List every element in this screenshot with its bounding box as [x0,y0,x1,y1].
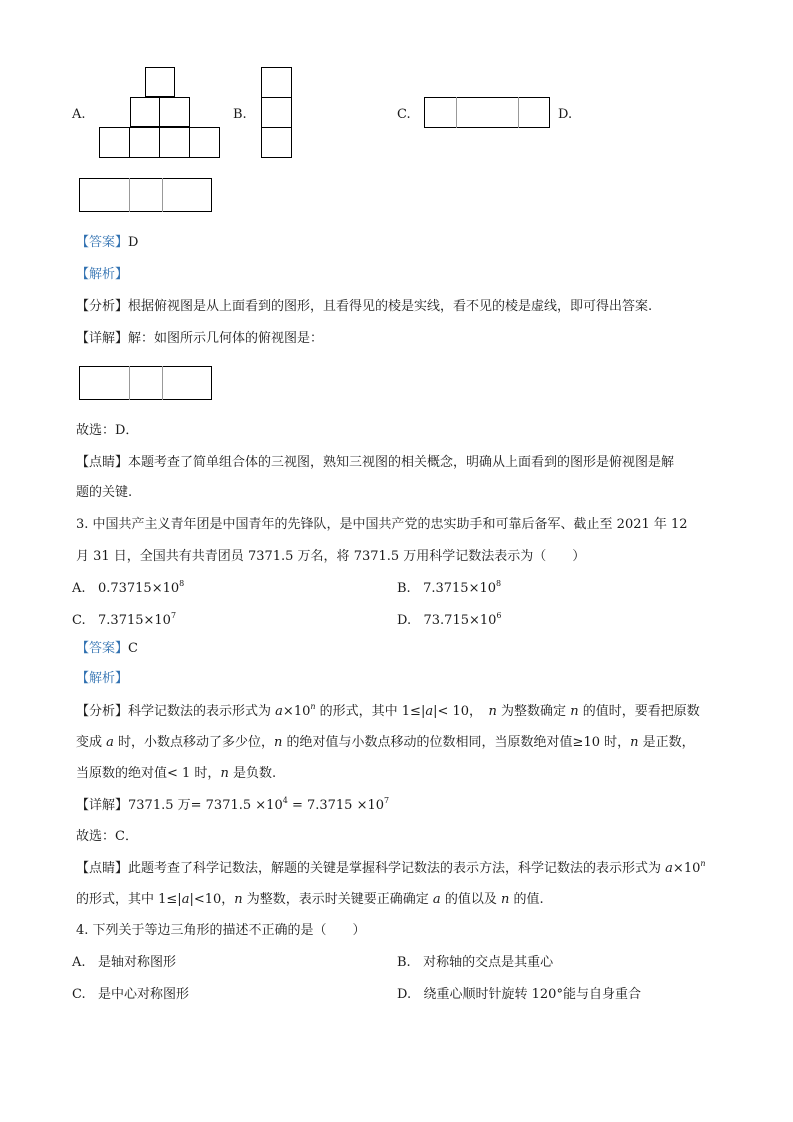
q2-choice: 故选：D． [76,423,139,438]
q4-stem: 4. 下列关于等边三角形的描述不正确的是（ ） [76,923,366,938]
option-d-label: D. [558,107,573,122]
q3-fenxi-line2: 变成 a 时，小数点移动了多少位，n 的绝对值与小数点移动的位数相同，当原数绝对值≥10 时，n 是正数， [76,735,695,750]
q4-option-b: B. 对称轴的交点是其重心 [397,955,554,970]
q3-choice: 故选：C． [76,829,138,844]
option-c-label: C. [397,107,411,122]
q3-answer: 【答案】C [76,641,138,656]
q2-xiangjie: 【详解】解：如图所示几何体的俯视图是： [76,331,324,346]
option-a-label: A. [72,107,86,122]
q3-option-b: B. $7.3715\times 10^8$ [397,579,502,596]
q3-stem-line1: 3. 中国共产主义青年团是中国青年的先锋队，是中国共产党的忠实助手和可靠后备军、截止至 2021 年 12 [76,517,688,532]
q2-dianjing: 【点睛】本题考查了简单组合体的三视图，熟知三视图的相关概念，明确从上面看到的图形是俯视图是解 [76,455,675,470]
q3-option-d: D. $73.715\times 10^6$ [397,611,502,628]
q3-stem-line2: 月 31 日，全国共有共青团员 7371.5 万名，将 7371.5 万用科学记数法表示为（ ） [76,549,586,564]
q3-dianjing-line2: 的形式，其中 1≤|a|<10，n 为整数，表示时关键要正确确定 a 的值以及 n 的值. [76,892,544,907]
q2-dianjing-line2: 题的关键. [76,485,133,500]
q2-jiexi: 【解析】 [76,267,129,282]
q3-jiexi: 【解析】 [76,671,129,686]
q4-option-c: C. 是中心对称图形 [72,987,190,1002]
q4-option-d: D. 绕重心顺时针旋转 120°能与自身重合 [397,987,641,1002]
q3-fenxi-line1: 【分析】科学记数法的表示形式为 $a\times 10^n$ 的形式，其中 1≤|a|< 10， n 为整数确定 n 的值时，要看把原数 [76,702,700,719]
option-b-label: B. [233,107,247,122]
q3-option-c: C. $7.3715\times 10^7$ [72,611,177,628]
q2-fenxi: 【分析】根据俯视图是从上面看到的图形，且看得见的棱是实线，看不见的棱是虚线，即可得出答案. [76,299,653,314]
q3-xiangjie: 【详解】7371.5 万= $7371.5 \times 10^4 = 7.3715 \times 10^7$ [76,796,390,813]
q3-dianjing-line1: 【点睛】此题考查了科学记数法，解题的关键是掌握科学记数法的表示方法，科学记数法的表示形式为 $a\times 10^n$ [76,859,706,876]
q4-option-a: A. 是轴对称图形 [72,955,176,970]
q2-answer: 【答案】D [76,235,139,250]
q3-fenxi-line3: 当原数的绝对值< 1 时，n 是负数. [76,766,277,781]
q3-option-a: A. $0.73715\times 10^8$ [72,579,185,596]
